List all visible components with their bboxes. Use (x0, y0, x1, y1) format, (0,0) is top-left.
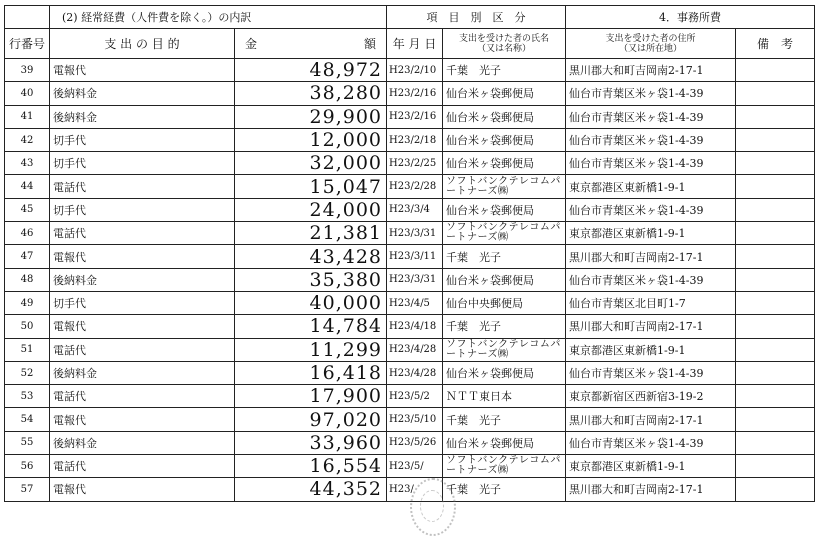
date-cell: H23/3/31 (387, 222, 443, 245)
recipient-cell: ＮＴＴ東日本 (443, 385, 566, 408)
address-cell: 仙台市青葉区米ヶ袋1-4-39 (566, 361, 736, 384)
note-cell (736, 82, 815, 105)
date-cell: H23/2/16 (387, 82, 443, 105)
table-row (5, 105, 815, 128)
row-number: 50 (5, 315, 50, 338)
row-number: 39 (5, 59, 50, 82)
note-cell (736, 175, 815, 198)
table-row (5, 315, 815, 338)
recipient-cell: 仙台米ヶ袋郵便局 (443, 361, 566, 384)
purpose-cell: 後納料金 (50, 361, 235, 384)
note-cell (736, 385, 815, 408)
note-cell (736, 291, 815, 314)
date-cell: H23/2/25 (387, 152, 443, 175)
table-row (5, 82, 815, 105)
row-number: 51 (5, 338, 50, 361)
date-cell: H23/2/28 (387, 175, 443, 198)
amount-cell: 35,380 (235, 268, 387, 291)
recipient-cell: 仙台米ヶ袋郵便局 (443, 152, 566, 175)
row-number: 47 (5, 245, 50, 268)
address-cell: 仙台市青葉区北目町1-7 (566, 291, 736, 314)
note-cell (736, 59, 815, 82)
date-cell: H23/2/10 (387, 59, 443, 82)
col-amount (235, 29, 387, 59)
note-cell (736, 338, 815, 361)
row-number: 46 (5, 222, 50, 245)
note-cell (736, 431, 815, 454)
recipient-cell: ソフトバンクテレコムパートナーズ㈱ (443, 455, 566, 478)
address-cell: 黒川郡大和町吉岡南2-17-1 (566, 478, 736, 501)
address-cell: 仙台市青葉区米ヶ袋1-4-39 (566, 198, 736, 221)
purpose-cell: 電報代 (50, 315, 235, 338)
amount-cell: 43,428 (235, 245, 387, 268)
date-cell: H23/5/10 (387, 408, 443, 431)
purpose-cell: 後納料金 (50, 268, 235, 291)
note-cell (736, 128, 815, 151)
recipient-cell: 千葉 光子 (443, 478, 566, 501)
date-cell: H23/4/28 (387, 361, 443, 384)
amount-cell: 44,352 (235, 478, 387, 501)
purpose-cell: 切手代 (50, 128, 235, 151)
amount-cell: 16,418 (235, 361, 387, 384)
purpose-cell: 後納料金 (50, 105, 235, 128)
row-number: 54 (5, 408, 50, 431)
recipient-cell: 仙台米ヶ袋郵便局 (443, 128, 566, 151)
table-row (5, 245, 815, 268)
category-title: 項 目 別 区 分 (387, 6, 566, 29)
recipient-cell: 千葉 光子 (443, 315, 566, 338)
address-cell: 黒川郡大和町吉岡南2-17-1 (566, 245, 736, 268)
row-number: 42 (5, 128, 50, 151)
purpose-cell: 電話代 (50, 222, 235, 245)
note-cell (736, 152, 815, 175)
amount-cell: 40,000 (235, 291, 387, 314)
table-row (5, 385, 815, 408)
amount-cell: 14,784 (235, 315, 387, 338)
table-row (5, 431, 815, 454)
col-amount-left: 金 (245, 37, 258, 51)
note-cell (736, 198, 815, 221)
row-number: 55 (5, 431, 50, 454)
address-cell: 仙台市青葉区米ヶ袋1-4-39 (566, 152, 736, 175)
table-row (5, 291, 815, 314)
table-row (5, 361, 815, 384)
recipient-cell: ソフトバンクテレコムパートナーズ㈱ (443, 175, 566, 198)
amount-cell: 12,000 (235, 128, 387, 151)
table-row (5, 478, 815, 501)
address-cell: 仙台市青葉区米ヶ袋1-4-39 (566, 128, 736, 151)
amount-cell: 16,554 (235, 455, 387, 478)
date-cell: H23/5/ (387, 455, 443, 478)
row-number: 57 (5, 478, 50, 501)
note-cell (736, 245, 815, 268)
address-cell: 黒川郡大和町吉岡南2-17-1 (566, 315, 736, 338)
date-cell: H23/5/2 (387, 385, 443, 408)
recipient-cell: 千葉 光子 (443, 408, 566, 431)
amount-cell: 15,047 (235, 175, 387, 198)
row-number: 44 (5, 175, 50, 198)
recipient-cell: ソフトバンクテレコムパートナーズ㈱ (443, 338, 566, 361)
table-row (5, 455, 815, 478)
address-cell: 仙台市青葉区米ヶ袋1-4-39 (566, 268, 736, 291)
recipient-cell: 仙台中央郵便局 (443, 291, 566, 314)
row-number: 43 (5, 152, 50, 175)
purpose-cell: 電話代 (50, 175, 235, 198)
note-cell (736, 268, 815, 291)
row-number: 52 (5, 361, 50, 384)
date-cell: H23/2/16 (387, 105, 443, 128)
amount-cell: 33,960 (235, 431, 387, 454)
table-row (5, 338, 815, 361)
col-address: 支出を受けた者の住所 （又は所在地） (566, 29, 736, 59)
header-blank-cell (5, 6, 50, 29)
row-number: 45 (5, 198, 50, 221)
amount-cell: 17,900 (235, 385, 387, 408)
col-row-no: 行番号 (5, 29, 50, 59)
recipient-cell: 仙台米ヶ袋郵便局 (443, 268, 566, 291)
table-row (5, 222, 815, 245)
col-amount-right: 額 (364, 37, 377, 51)
note-cell (736, 455, 815, 478)
address-cell: 仙台市青葉区米ヶ袋1-4-39 (566, 82, 736, 105)
amount-cell: 21,381 (235, 222, 387, 245)
column-header-row (5, 29, 815, 59)
table-row (5, 408, 815, 431)
address-cell: 黒川郡大和町吉岡南2-17-1 (566, 408, 736, 431)
row-number: 53 (5, 385, 50, 408)
recipient-cell: 仙台米ヶ袋郵便局 (443, 82, 566, 105)
amount-cell: 29,900 (235, 105, 387, 128)
table-row (5, 175, 815, 198)
section-title: (2) 経常経費（人件費を除く。）の内訳 (50, 6, 387, 29)
table-row (5, 59, 815, 82)
table-row (5, 152, 815, 175)
purpose-cell: 電話代 (50, 385, 235, 408)
col-purpose: 支 出 の 目 的 (50, 29, 235, 59)
purpose-cell: 後納料金 (50, 82, 235, 105)
row-number: 48 (5, 268, 50, 291)
note-cell (736, 361, 815, 384)
purpose-cell: 電報代 (50, 245, 235, 268)
address-cell: 東京都港区東新橋1-9-1 (566, 175, 736, 198)
address-cell: 東京都港区東新橋1-9-1 (566, 455, 736, 478)
recipient-cell: 仙台米ヶ袋郵便局 (443, 198, 566, 221)
purpose-cell: 電報代 (50, 408, 235, 431)
note-cell (736, 105, 815, 128)
note-cell (736, 315, 815, 338)
purpose-cell: 後納料金 (50, 431, 235, 454)
note-cell (736, 222, 815, 245)
amount-cell: 11,299 (235, 338, 387, 361)
address-cell: 仙台市青葉区米ヶ袋1-4-39 (566, 431, 736, 454)
date-cell: H23/4/18 (387, 315, 443, 338)
note-cell (736, 478, 815, 501)
col-recipient: 支出を受けた者の氏名 （又は名称） (443, 29, 566, 59)
date-cell: H23/3/4 (387, 198, 443, 221)
purpose-cell: 切手代 (50, 291, 235, 314)
recipient-cell: 千葉 光子 (443, 245, 566, 268)
date-cell: H23/2/18 (387, 128, 443, 151)
table-row (5, 128, 815, 151)
amount-cell: 97,020 (235, 408, 387, 431)
address-cell: 東京都港区東新橋1-9-1 (566, 338, 736, 361)
section-header-row (5, 6, 815, 29)
address-cell: 仙台市青葉区米ヶ袋1-4-39 (566, 105, 736, 128)
table-row (5, 268, 815, 291)
recipient-cell: 仙台米ヶ袋郵便局 (443, 105, 566, 128)
row-number: 41 (5, 105, 50, 128)
date-cell: H23/3/11 (387, 245, 443, 268)
row-number: 56 (5, 455, 50, 478)
amount-cell: 38,280 (235, 82, 387, 105)
table-row (5, 198, 815, 221)
purpose-cell: 電話代 (50, 455, 235, 478)
date-cell: H23/4/5 (387, 291, 443, 314)
recipient-cell: 千葉 光子 (443, 59, 566, 82)
col-date: 年 月 日 (387, 29, 443, 59)
address-cell: 東京都新宿区西新宿3-19-2 (566, 385, 736, 408)
expense-ledger-table (4, 5, 815, 502)
purpose-cell: 電話代 (50, 338, 235, 361)
amount-cell: 48,972 (235, 59, 387, 82)
purpose-cell: 電報代 (50, 59, 235, 82)
date-cell: H23/4/28 (387, 338, 443, 361)
date-cell: H23/5/26 (387, 431, 443, 454)
date-cell: H23/ (387, 478, 443, 501)
date-cell: H23/3/31 (387, 268, 443, 291)
row-number: 40 (5, 82, 50, 105)
recipient-cell: ソフトバンクテレコムパートナーズ㈱ (443, 222, 566, 245)
ledger-body (5, 59, 815, 502)
amount-cell: 32,000 (235, 152, 387, 175)
category-value: 4．事務所費 (566, 6, 815, 29)
row-number: 49 (5, 291, 50, 314)
address-cell: 黒川郡大和町吉岡南2-17-1 (566, 59, 736, 82)
purpose-cell: 切手代 (50, 198, 235, 221)
col-note: 備 考 (736, 29, 815, 59)
purpose-cell: 切手代 (50, 152, 235, 175)
address-cell: 東京都港区東新橋1-9-1 (566, 222, 736, 245)
recipient-cell: 仙台米ヶ袋郵便局 (443, 431, 566, 454)
note-cell (736, 408, 815, 431)
amount-cell: 24,000 (235, 198, 387, 221)
purpose-cell: 電報代 (50, 478, 235, 501)
